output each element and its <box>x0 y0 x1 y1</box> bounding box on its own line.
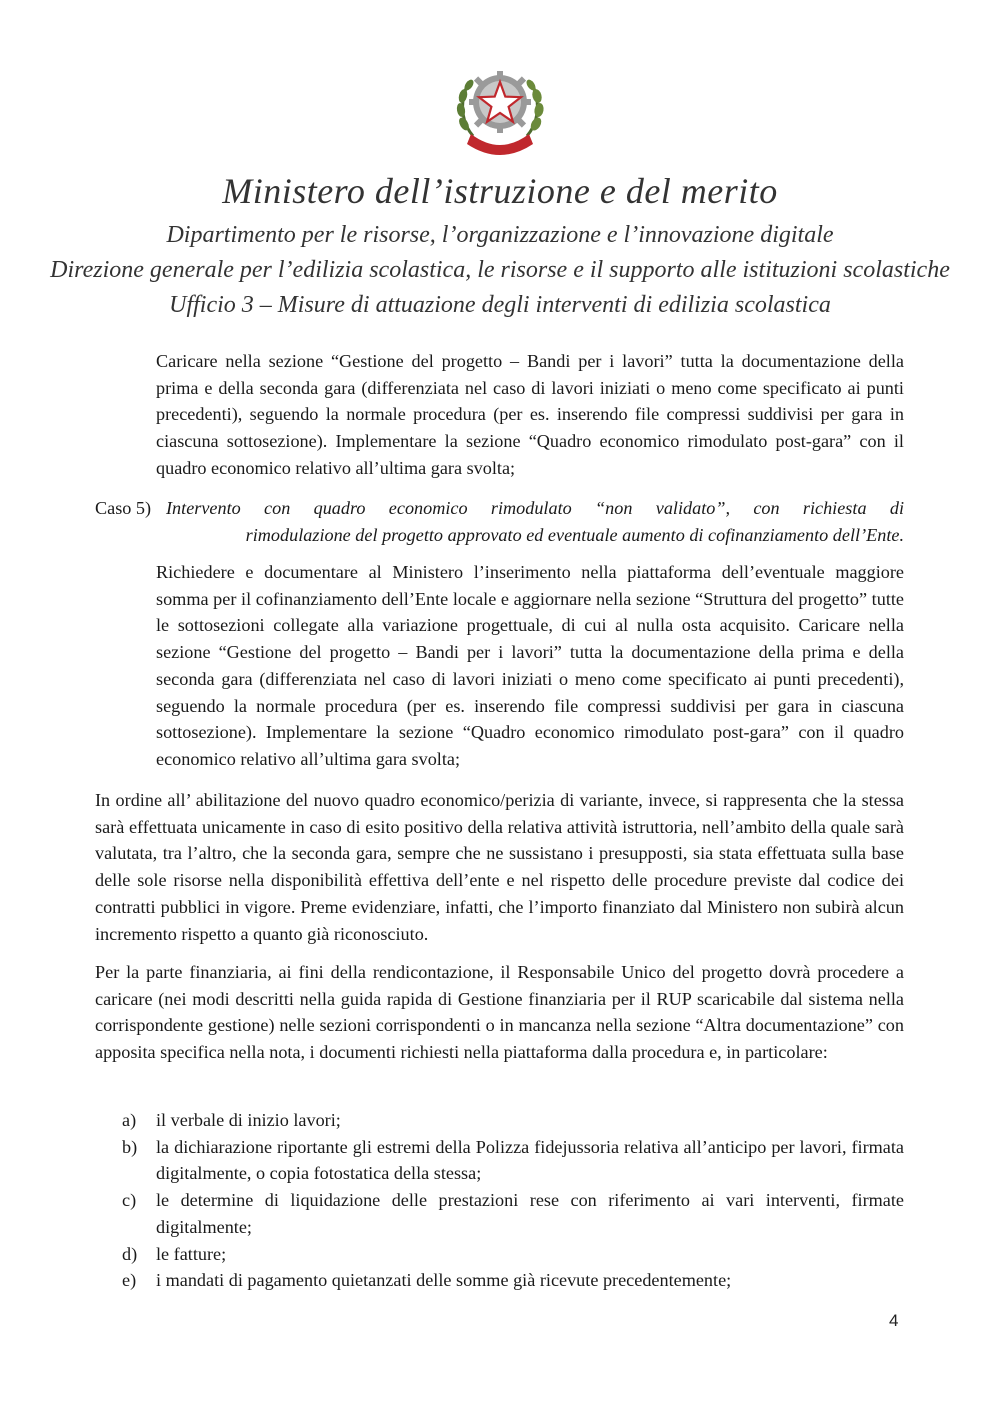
list-item <box>95 1187 904 1240</box>
list-item <box>95 1241 904 1268</box>
paragraph-finanziaria: Per la parte finanziaria, ai fini della rendicontazione, il Responsabile Unico del progetto dovrà procedere a caricare (nei modi descritti nella guida rapida di Gestione finanziaria per il RUP scaricabile dal sistema nella corrispondente gestione) nelle sezioni corrispondenti o in mancanza nella sezione “Altra documentazione” con apposita specifica nella nota, i documenti richiesti nella piattaforma dalla procedura e, in particolare: <box>95 962 904 1063</box>
list-item <box>95 1267 904 1294</box>
list-item-text: le determine di liquidazione delle prestazioni rese con riferimento ai vari interventi, firmate digitalmente; <box>156 1190 904 1237</box>
caso5-title-line1: Intervento con quadro economico rimodulato “non validato”, con richiesta di <box>166 498 904 518</box>
list-marker: d) <box>122 1243 138 1264</box>
paragraph-ordine: In ordine all’ abilitazione del nuovo quadro economico/perizia di variante, invece, si rappresenta che la stessa sarà effettuata unicamente in caso di esito positivo della relativa attività istruttoria, nell’ambito della quale sarà valutata, tra l’altro, che la seconda gara, sempre che ne sussistano i presupposti, sia stata effettuata sulla base delle sole risorse nella disponibilità effettiva dell’ente e nel rispetto delle procedure previste dal codice dei contratti pubblici in vigore. Preme evidenziare, infatti, che l’importo finanziato dal Ministero non subirà alcun incremento rispetto a quanto già riconosciuto. <box>95 790 904 944</box>
list-marker: b) <box>122 1136 138 1157</box>
paragraph-caso4-continuation: Caricare nella sezione “Gestione del progetto – Bandi per i lavori” tutta la documentazione della prima e della seconda gara (differenziata nel caso di lavori iniziati o meno come specificato ai punti precedenti), seguendo la normale procedura (per es. inserendo file compressi suddivisi per gara in ciascuna sottosezione). Implementare la sezione “Quadro economico rimodulato post-gara” con il quadro economico relativo all’ultima gara svolta; <box>156 351 904 478</box>
directorate-subtitle: Direzione generale per l’edilizia scolastica, le risorse e il supporto alle istituzioni scolastiche <box>50 257 950 283</box>
page-number: 4 <box>889 1311 899 1330</box>
list-item <box>95 1134 904 1187</box>
list-marker: a) <box>122 1110 137 1130</box>
documents-list <box>95 1107 904 1294</box>
list-item-text: i mandati di pagamento quietanzati delle somme già ricevute precedentemente; <box>156 1270 732 1291</box>
emblem-icon <box>453 58 547 158</box>
caso5-title <box>166 495 904 548</box>
list-item <box>95 1107 904 1134</box>
department-subtitle: Dipartimento per le risorse, l’organizzazione e l’innovazione digitale <box>166 222 834 248</box>
list-marker: c) <box>122 1190 137 1211</box>
paragraph-caso5: Richiedere e documentare al Ministero l’inserimento nella piattaforma dell’eventuale maggiore somma per il cofinanziamento dell’Ente locale e aggiornare nella sezione “Struttura del progetto” tutte le sottosezioni collegate alla variazione progettuale, di cui al nulla osta acquisito. Caricare nella sezione “Gestione del progetto – Bandi per i lavori” tutta la documentazione della prima e della seconda gara (differenziata nel caso di lavori iniziati o meno come specificato ai punti precedenti), seguendo la normale procedura (per es. inserendo file compressi suddivisi per gara in ciascuna sottosezione). Implementare la sezione “Quadro economico rimodulato post-gara” con il quadro economico relativo all’ultima gara svolta; <box>156 562 904 769</box>
list-marker: e) <box>122 1270 137 1291</box>
ministry-title: Ministero dell’istruzione e del merito <box>222 171 778 211</box>
office-subtitle: Ufficio 3 – Misure di attuazione degli interventi di edilizia scolastica <box>169 292 831 318</box>
list-item-text: le fatture; <box>156 1243 227 1264</box>
caso5-label: Caso 5) <box>95 498 152 518</box>
caso5-title-line2: rimodulazione del progetto approvato ed eventuale aumento di cofinanziamento dell’Ente. <box>245 524 904 545</box>
list-item-text: il verbale di inizio lavori; <box>156 1110 341 1130</box>
list-item-text: la dichiarazione riportante gli estremi della Polizza fidejussoria relativa all’anticipo per lavori, firmata digitalmente, o copia fotostatica della stessa; <box>156 1136 904 1184</box>
